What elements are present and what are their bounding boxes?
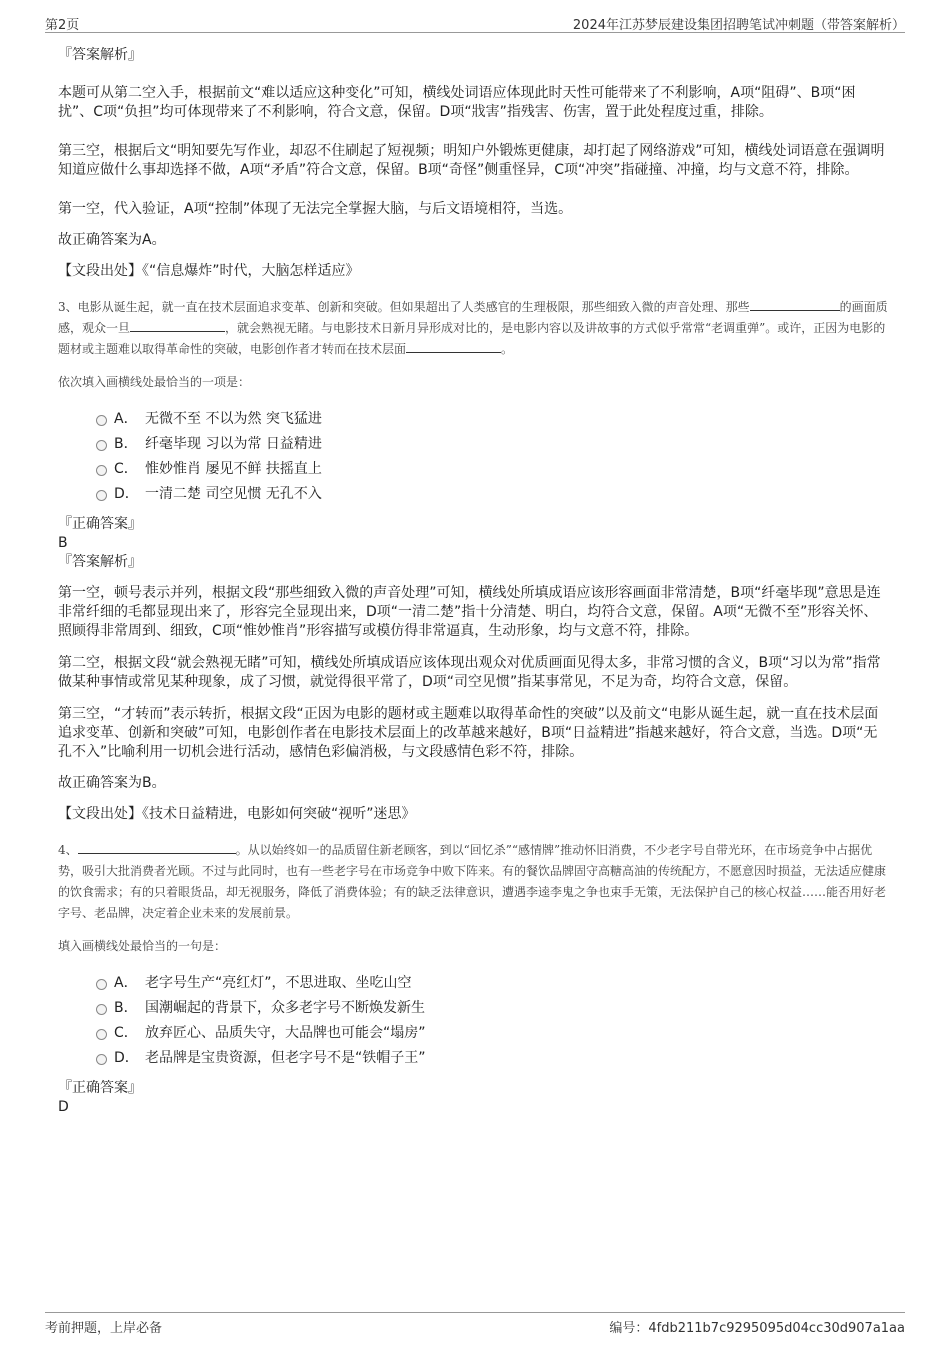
analysis-paragraph: 第二空，根据文段“就会熟视无睹”可知，横线处所填成语应该体现出观众对优质画面见得太多，非常习惯的含义，B项“习以为常”指常做某种事情或常见某种现象，成了习惯，就觉得很平常了，D项“司空见惯”指某事常见，不足为奇，均符合文意，保留。: [58, 655, 881, 690]
answer-conclusion: 故正确答案为A。: [58, 232, 166, 248]
analysis-paragraph: 本题可从第二空入手，根据前文“难以适应这种变化”可知，横线处词语应体现此时天性可能带来了不利影响，A项“阻碍”、B项“困扰”、C项“负担”均可体现带来了不利影响，符合文意，保留。D项“戕害”指残害、伤害，置于此处程度过重，排除。: [58, 85, 856, 120]
fill-blank: [406, 339, 501, 353]
radio-icon[interactable]: [96, 1054, 107, 1065]
fill-blank: [78, 840, 236, 854]
radio-icon[interactable]: [96, 1029, 107, 1040]
analysis-label: 『答案解析』: [58, 554, 142, 570]
page-header: [45, 12, 905, 33]
page-content: [58, 44, 888, 1117]
option-d[interactable]: D． 老品牌是宝贵资源，但老字号不是“铁帽子王”: [58, 1046, 888, 1071]
correct-answer-label: 『正确答案』: [58, 1080, 142, 1096]
page-footer: [45, 1312, 905, 1335]
analysis-paragraph: 第一空，顿号表示并列，根据文段“那些细致入微的声音处理”可知，横线处所填成语应该形容画面非常清楚，B项“纤毫毕现”意思是连非常纤细的毛都显现出来了，形容完全显现出来，D项“一清二楚”指十分清楚、明白，均符合文意，保留。A项“无微不至”形容关怀、照顾得非常周到、细致，C项“惟妙惟肖”形容描写或模仿得非常逼真，生动形象，均与文意不符，排除。: [58, 585, 881, 639]
correct-answer: D: [58, 1099, 69, 1115]
radio-icon[interactable]: [96, 1004, 107, 1015]
analysis-paragraph: 第三空，根据后文“明知要先写作业，却忍不住刷起了短视频；明知户外锻炼更健康，却打起了网络游戏”可知，横线处词语意在强调明知道应做什么事却选择不做，A项“矛盾”符合文意，保留。B项“奇怪”侧重怪异，C项“冲突”指碰撞、冲撞，均与文意不符，排除。: [58, 143, 885, 178]
document-id: 编号：4fdb211b7c9295095d04cc30d907a1aa: [609, 1321, 905, 1336]
radio-icon[interactable]: [96, 979, 107, 990]
fill-blank: [750, 297, 840, 311]
option-a[interactable]: A． 老字号生产“亮红灯”，不思进取、坐吃山空: [58, 971, 888, 996]
question-stem: 4、 。从以始终如一的品质留住新老顾客，到以“回忆杀”“感情牌”推动怀旧消费，不少老字号自带光环，在市场竞争中占据优势，吸引大批消费者光顾。不过与此同时，也有一些老字号在市场竞争中败下阵来。有的餐饮品牌固守高糖高油的传统配方，不愿意因时损益，无法适应健康的饮食需求；有的只着眼货品，却无视服务，降低了消费体验；有的缺乏法律意识，遭遇李逵李鬼之争也束手无策，无法保护自己的核心权益……能否用好老字号、老品牌，决定着企业未来的发展前景。: [58, 840, 888, 924]
footer-slogan: 考前押题，上岸必备: [45, 1321, 163, 1336]
option-b[interactable]: B． 纤毫毕现 习以为常 日益精进: [58, 432, 888, 457]
radio-icon[interactable]: [96, 440, 107, 451]
question-prompt: 填入画横线处最恰当的一句是：: [58, 939, 227, 953]
radio-icon[interactable]: [96, 465, 107, 476]
option-a[interactable]: A． 无微不至 不以为然 突飞猛进: [58, 407, 888, 432]
option-b[interactable]: B． 国潮崛起的背景下，众多老字号不断焕发新生: [58, 996, 888, 1021]
radio-icon[interactable]: [96, 490, 107, 501]
document-title: 2024年江苏梦辰建设集团招聘笔试冲刺题（带答案解析）: [572, 18, 905, 33]
option-list: [58, 407, 888, 507]
option-c[interactable]: C． 惟妙惟肖 屡见不鲜 扶摇直上: [58, 457, 888, 482]
option-list: [58, 971, 888, 1071]
question-prompt: 依次填入画横线处最恰当的一项是：: [58, 375, 251, 389]
answer-conclusion: 故正确答案为B。: [58, 775, 166, 791]
page-number: 第2页: [45, 18, 80, 33]
source-citation: 【文段出处】《“信息爆炸”时代，大脑怎样适应》: [58, 263, 360, 279]
option-d[interactable]: D． 一清二楚 司空见惯 无孔不入: [58, 482, 888, 507]
correct-answer-label: 『正确答案』: [58, 516, 142, 532]
option-c[interactable]: C． 放弃匠心、品质失守，大品牌也可能会“塌房”: [58, 1021, 888, 1046]
analysis-paragraph: 第一空，代入验证，A项“控制”体现了无法完全掌握大脑，与后文语境相符，当选。: [58, 201, 573, 217]
radio-icon[interactable]: [96, 415, 107, 426]
fill-blank: [130, 318, 225, 332]
correct-answer: B: [58, 535, 68, 551]
question-stem: 3、电影从诞生起，就一直在技术层面追求变革、创新和突破。但如果超出了人类感官的生理极限，那些细致入微的声音处理、那些 的画面质感，观众一旦 ，就会熟视无睹。与电影技术日新月异形成对比的，是电影内容以及讲故事的方式似乎常常“老调重弹”。或许，正因为电影的题材或主题难以取得革命性的突破，电影创作者才转而在技术层面 。: [58, 297, 888, 360]
analysis-paragraph: 第三空，“才转而”表示转折，根据文段“正因为电影的题材或主题难以取得革命性的突破”以及前文“电影从诞生起，就一直在技术层面追求变革、创新和突破”可知，电影创作者在电影技术层面上的改革越来越好，B项“日益精进”指越来越好，符合文意，当选。D项“无孔不入”比喻利用一切机会进行活动，感情色彩偏消极，与文段感情色彩不符，排除。: [58, 706, 879, 760]
source-citation: 【文段出处】《技术日益精进，电影如何突破“视听”迷思》: [58, 806, 416, 822]
analysis-label: 『答案解析』: [58, 47, 142, 63]
